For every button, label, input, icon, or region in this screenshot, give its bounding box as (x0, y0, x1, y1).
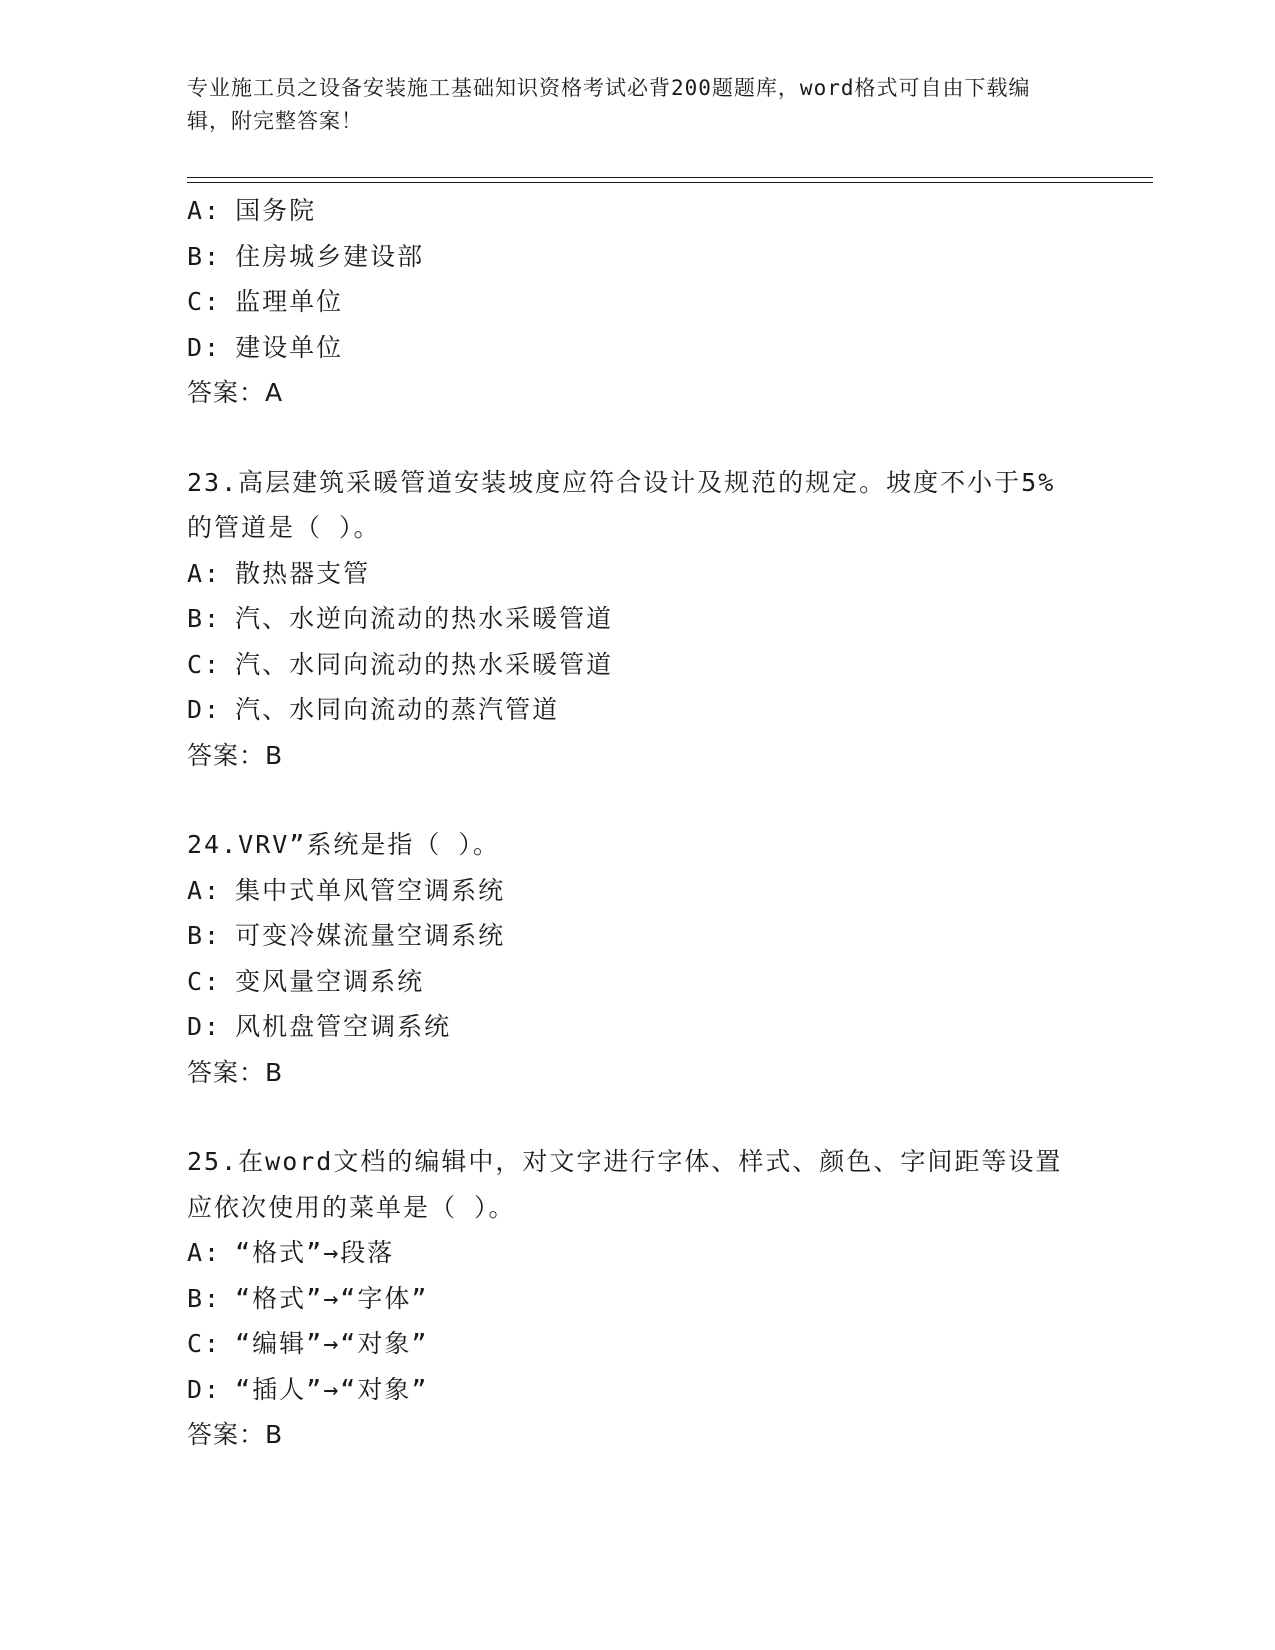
option-d: D: 建设单位 (187, 332, 344, 362)
option-b: B: 住房城乡建设部 (187, 241, 425, 271)
answer-line: 答案：A (187, 378, 284, 407)
option-d: D: “插人”→“对象” (187, 1374, 429, 1404)
page-header (187, 72, 1067, 138)
option-c: C: 变风量空调系统 (187, 966, 425, 996)
option-c: C: 汽、水同向流动的热水采暖管道 (187, 649, 614, 679)
document-title: 专业施工员之设备安装施工基础知识资格考试必背200题题库，word格式可自由下载编辑，附完整答案！ (187, 76, 1031, 133)
question-stem: 25.在word文档的编辑中，对文字进行字体、样式、颜色、字间距等设置应依次使用的菜单是（ ）。 (187, 1147, 1063, 1222)
option-a: A: 散热器支管 (187, 558, 371, 588)
option-d: D: 风机盘管空调系统 (187, 1012, 452, 1041)
answer-line: 答案：B (187, 740, 284, 770)
question-stem: 24.VRV”系统是指（ ）。 (187, 830, 500, 859)
question-23 (187, 460, 1087, 779)
option-a: A: 集中式单风管空调系统 (187, 875, 506, 905)
option-b: B: 可变冷媒流量空调系统 (187, 921, 506, 950)
question-list (187, 188, 1087, 1458)
option-d: D: 汽、水同向流动的蒸汽管道 (187, 695, 560, 724)
answer-line: 答案：B (187, 1057, 284, 1087)
option-b: B: 汽、水逆向流动的热水采暖管道 (187, 604, 614, 633)
answer-line: 答案：B (187, 1420, 284, 1449)
option-b: B: “格式”→“字体” (187, 1283, 429, 1313)
question-25 (187, 1139, 1087, 1458)
question-stem: 23.高层建筑采暖管道安装坡度应符合设计及规范的规定。坡度不小于5%的管道是（ ）。 (187, 467, 1056, 542)
header-divider (187, 177, 1153, 183)
option-a: A: 国务院 (187, 196, 317, 225)
option-c: C: “编辑”→“对象” (187, 1329, 429, 1358)
question-22-continued (187, 188, 1087, 416)
option-a: A: “格式”→段落 (187, 1238, 395, 1267)
question-24 (187, 822, 1087, 1095)
option-c: C: 监理单位 (187, 287, 344, 316)
